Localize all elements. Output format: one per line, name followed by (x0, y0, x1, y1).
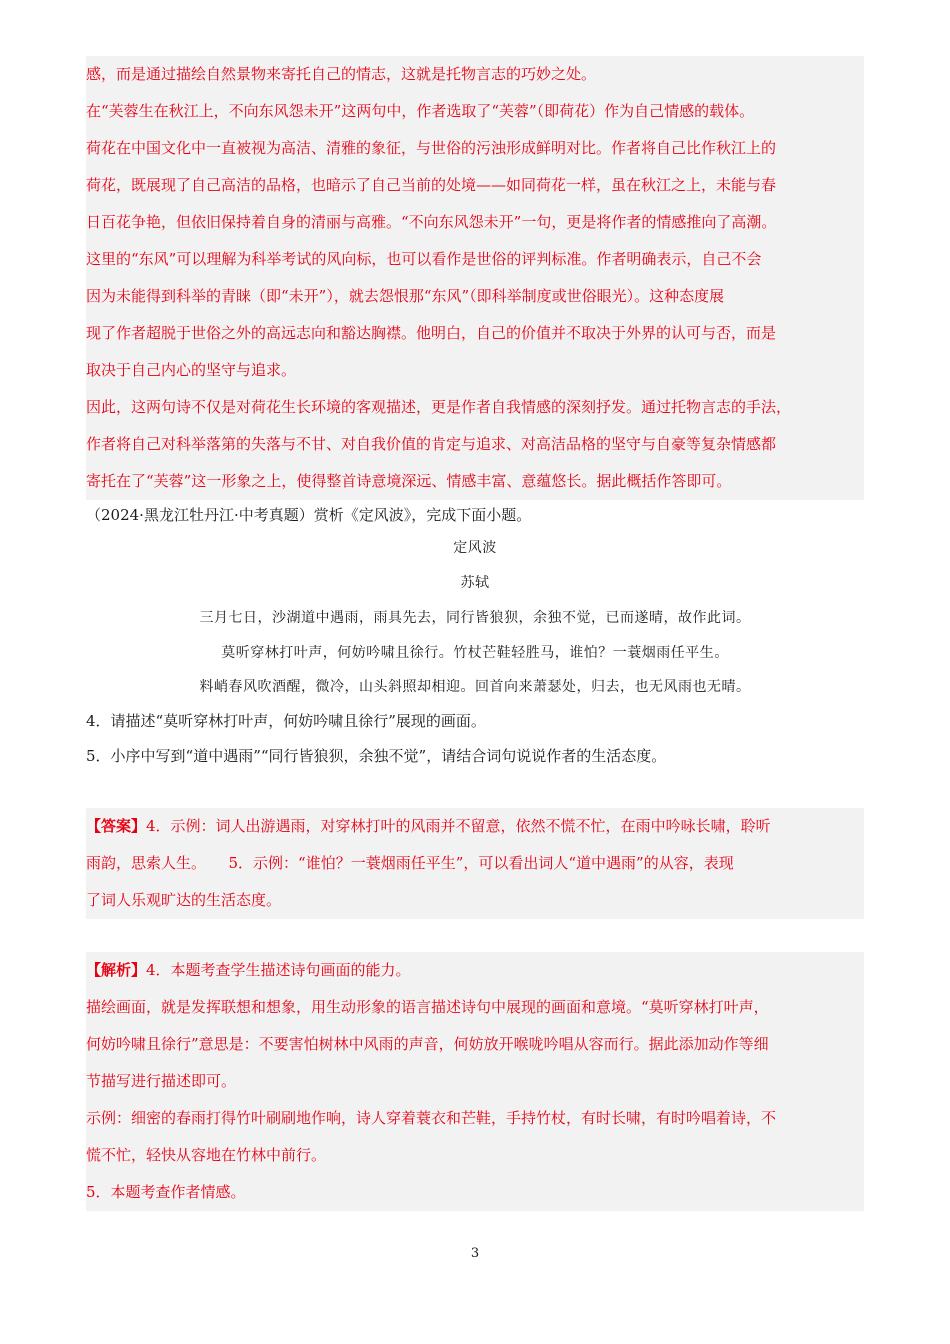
question-4: 4．请描述“莫听穿林打叶声，何妨吟啸且徐行”展现的画面。 (86, 712, 486, 730)
analysis-line: 因为未能得到科举的青睐（即“未开”），就去怨恨那“东风”（即科举制度或世俗眼光）。这种态度展 (86, 287, 725, 305)
analysis-line: 在“芙蓉生在秋江上，不向东风怨未开”这两句中，作者选取了“芙蓉”（即荷花）作为自己情感的载体。 (86, 102, 755, 120)
analysis-line: 取决于自己内心的坚守与追求。 (86, 361, 297, 379)
answer-line (86, 808, 864, 845)
question-intro: （2024·黑龙江牡丹江·中考真题）赏析《定风波》，完成下面小题。 (86, 506, 532, 524)
analysis-line: 因此，这两句诗不仅是对荷花生长环境的客观描述，更是作者自我情感的深刻抒发。通过托物言志的手法， (86, 398, 792, 416)
poem-line: 料峭春风吹酒醒，微冷，山头斜照却相迎。回首向来萧瑟处，归去，也无风雨也无晴。 (199, 679, 751, 695)
explanation-line: 5．本题考查作者情感。 (86, 1183, 246, 1201)
poem-title: 定风波 (453, 540, 497, 556)
analysis-line: 现了作者超脱于世俗之外的高远志向和豁达胸襟。他明白，自己的价值并不取决于外界的认可与否，而是 (86, 324, 777, 342)
poem-author: 苏轼 (460, 575, 490, 591)
answer-tag: 【答案】 (86, 817, 147, 835)
answer-text: 4．示例：词人出游遇雨，对穿林打叶的风雨并不留意，依然不慌不忙，在雨中吟咏长啸，聆听 (146, 817, 771, 835)
analysis-line: 荷花在中国文化中一直被视为高洁、清雅的象征，与世俗的污浊形成鲜明对比。作者将自己比作秋江上的 (86, 139, 777, 157)
analysis-line: 作者将自己对科举落第的失落与不甘、对自我价值的肯定与追求、对高洁品格的坚守与自豪等复杂情感都 (86, 435, 777, 453)
answer-block (86, 808, 864, 919)
analysis-continuation (86, 56, 864, 500)
analysis-line: 荷花，既展现了自己高洁的品格，也暗示了自己当前的处境——如同荷花一样，虽在秋江之上，未能与春 (86, 176, 777, 194)
explanation-text: 4．本题考查学生描述诗句画面的能力。 (146, 961, 411, 979)
explanation-line (86, 952, 864, 989)
explanation-tag: 【解析】 (86, 961, 147, 979)
explanation-block (86, 952, 864, 1211)
explanation-line: 节描写进行描述即可。 (86, 1072, 237, 1090)
explanation-line: 示例：细密的春雨打得竹叶刷刷地作响，诗人穿着蓑衣和芒鞋，手持竹杖，有时长啸，有时吟唱着诗，不 (86, 1109, 777, 1127)
answer-line: 雨韵，思索人生。 5．示例：“谁怕？一蓑烟雨任平生”，可以看出词人“道中遇雨”的从容，表现 (86, 854, 734, 872)
analysis-line: 日百花争艳，但依旧保持着自身的清丽与高雅。“不向东风怨未开”一句，更是将作者的情感推向了高潮。 (86, 213, 777, 231)
explanation-line: 慌不忙，轻快从容地在竹林中前行。 (86, 1146, 327, 1164)
poem-line: 莫听穿林打叶声，何妨吟啸且徐行。竹杖芒鞋轻胜马，谁怕？一蓑烟雨任平生。 (221, 645, 729, 661)
poem-preface: 三月七日，沙湖道中遇雨，雨具先去，同行皆狼狈，余独不觉，已而遂晴，故作此词。 (199, 610, 751, 626)
analysis-line: 寄托在了“芙蓉”这一形象之上，使得整首诗意境深远、情感丰富、意蕴悠长。据此概括作答即可。 (86, 472, 732, 490)
analysis-line: 感，而是通过描绘自然景物来寄托自己的情志，这就是托物言志的巧妙之处。 (86, 65, 597, 83)
page-number: 3 (470, 1246, 480, 1261)
explanation-line: 何妨吟啸且徐行”意思是：不要害怕树林中风雨的声音，何妨放开喉咙吟唱从容而行。据此添加动作等细 (86, 1035, 769, 1053)
explanation-line: 描绘画面，就是发挥联想和想象，用生动形象的语言描述诗句中展现的画面和意境。“莫听穿林打叶声， (86, 998, 769, 1016)
analysis-line: 这里的“东风”可以理解为科举考试的风向标，也可以看作是世俗的评判标准。作者明确表示，自己不会 (86, 250, 762, 268)
question-5: 5．小序中写到“道中遇雨”“同行皆狼狈，余独不觉”，请结合词句说说作者的生活态度。 (86, 747, 667, 765)
answer-line: 了词人乐观旷达的生活态度。 (86, 891, 282, 909)
